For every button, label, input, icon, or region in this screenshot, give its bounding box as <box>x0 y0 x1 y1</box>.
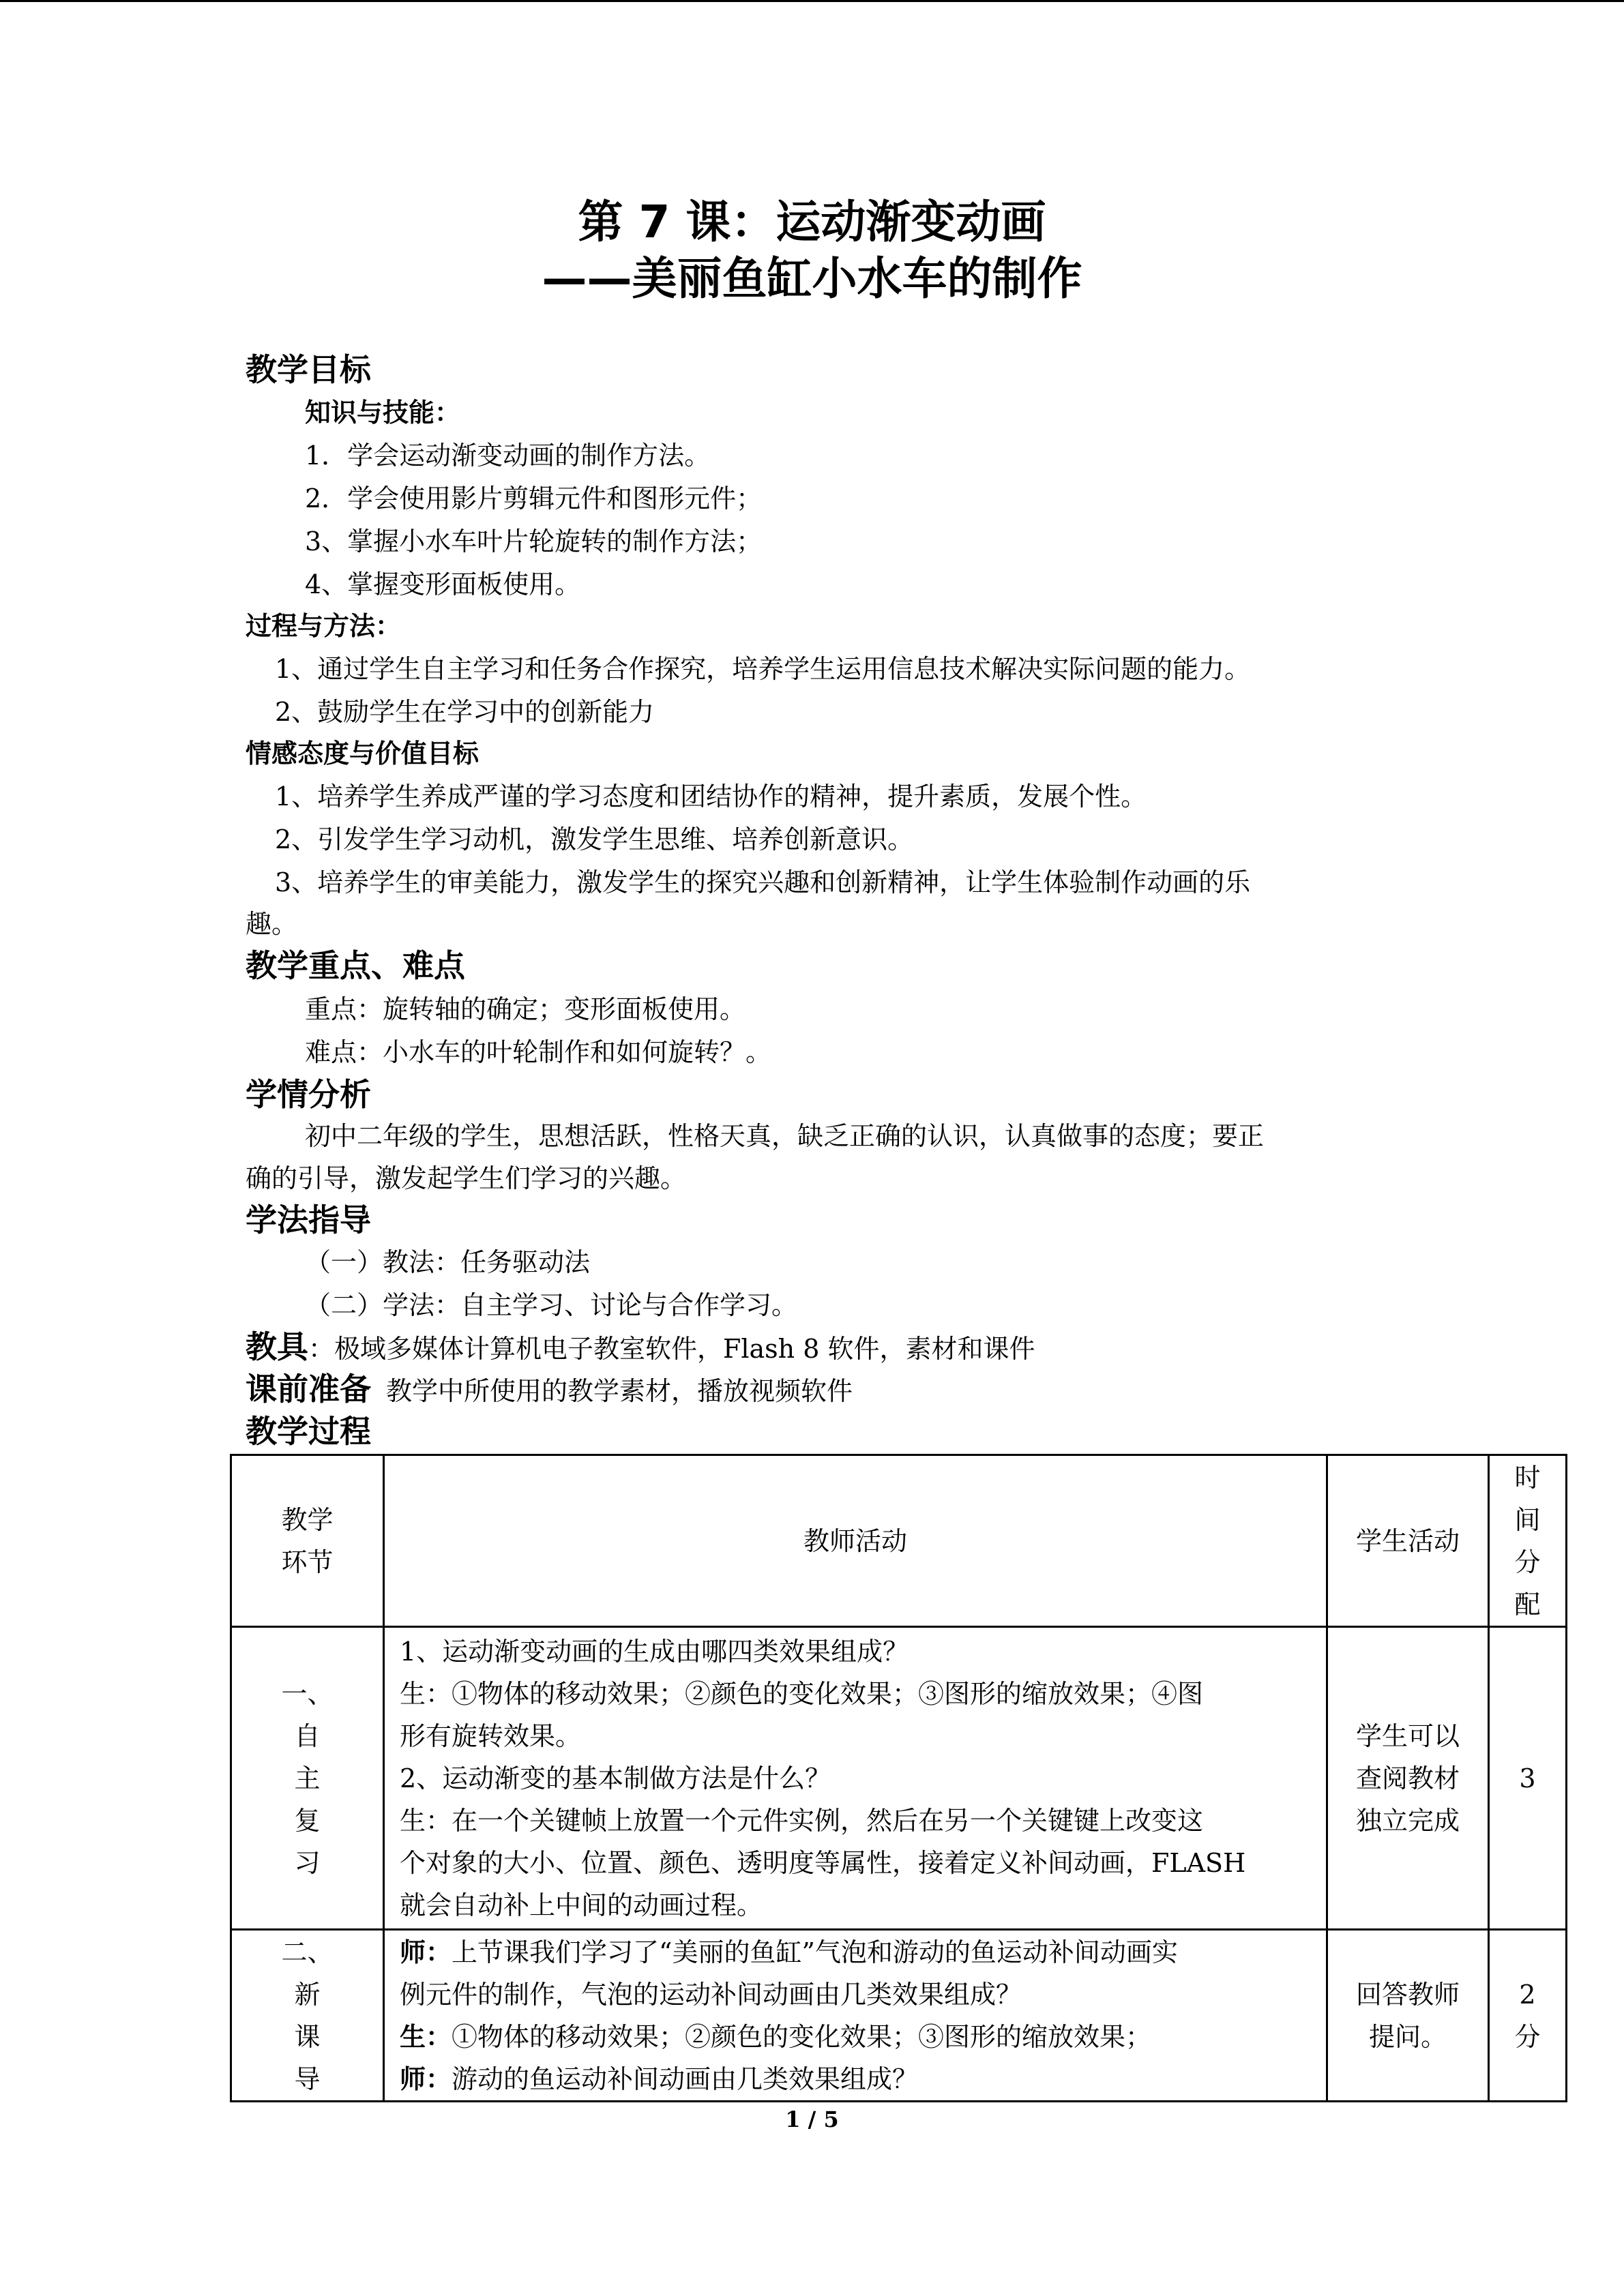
header-time-char: 配 <box>1514 1589 1541 1620</box>
stage-char: 自 <box>294 1720 321 1751</box>
tools-text: ：极域多媒体计算机电子教室软件，Flash 8 软件，素材和课件 <box>308 1334 1035 1364</box>
speaker-label: 师： <box>400 1937 452 1967</box>
table-row <box>231 1627 1567 1930</box>
knowledge-item: 1．学会运动渐变动画的制作方法。 <box>305 441 711 471</box>
process-item: 2、鼓励学生在学习中的创新能力 <box>275 697 655 727</box>
header-time-char: 间 <box>1514 1504 1541 1535</box>
student-activity-line: 独立完成 <box>1355 1805 1460 1836</box>
stage-char: 习 <box>294 1847 321 1878</box>
time-value: 3 <box>1519 1763 1536 1793</box>
time-cell <box>1489 1930 1567 2102</box>
stage-char: 课 <box>294 2021 321 2052</box>
title-line-2: ——美丽鱼缸小水车的制作 <box>542 252 1082 305</box>
dialogue-text: 上节课我们学习了“美丽的鱼缸”气泡和游动的鱼运动补间动画实 <box>452 1937 1178 1967</box>
teacher-activity-line <box>400 1931 1318 1973</box>
title-line-1: 第 7 课：运动渐变动画 <box>578 196 1046 248</box>
teacher-activity-line: 个对象的大小、位置、颜色、透明度等属性，接着定义补间动画，FLASH <box>400 1847 1246 1878</box>
dialogue-text: 例元件的制作，气泡的运动补间动画由几类效果组成？ <box>400 1979 1022 2010</box>
speaker-label: 生： <box>400 2021 452 2052</box>
header-time <box>1489 1455 1567 1627</box>
stage-char: 一、 <box>281 1678 334 1709</box>
time-value: 2 <box>1519 1979 1536 2010</box>
preparation-line <box>246 1372 853 1408</box>
header-student: 学生活动 <box>1327 1455 1489 1627</box>
student-activity-line: 学生可以 <box>1355 1720 1460 1751</box>
tools-line <box>246 1330 1035 1366</box>
tools-label: 教具 <box>246 1328 308 1365</box>
teacher-activity-cell <box>384 1627 1327 1930</box>
emotion-item: 2、引发学生学习动机，激发学生思维、培养创新意识。 <box>275 824 914 854</box>
emotion-item: 1、培养学生养成严谨的学习态度和团结协作的精神，提升素质，发展个性。 <box>275 781 1147 811</box>
objectives-heading: 教学目标 <box>246 351 371 388</box>
header-teacher: 教师活动 <box>384 1455 1327 1627</box>
stage-cell <box>231 1930 384 2102</box>
student-activity-line: 回答教师 <box>1355 1979 1460 2010</box>
teacher-activity-line <box>400 2016 1318 2058</box>
student-activity-line: 查阅教材 <box>1355 1763 1460 1793</box>
analysis-text: 初中二年级的学生，思想活跃，性格天真，缺乏正确的认识，认真做事的态度；要正 <box>305 1121 1265 1151</box>
teacher-activity-cell <box>384 1930 1327 2102</box>
header-stage-line: 教学 <box>281 1504 334 1535</box>
header-stage <box>231 1455 384 1627</box>
process-heading: 过程与方法： <box>246 611 402 641</box>
page-number: 1 / 5 <box>785 2106 839 2132</box>
process-item: 1、通过学生自主学习和任务合作探究，培养学生运用信息技术解决实际问题的能力。 <box>275 654 1251 684</box>
stage-cell <box>231 1627 384 1930</box>
knowledge-heading: 知识与技能： <box>305 398 461 428</box>
stage-char: 导 <box>294 2063 321 2094</box>
lesson-table <box>230 1454 1567 2102</box>
stage-char: 主 <box>294 1763 321 1793</box>
emotion-heading: 情感态度与价值目标 <box>246 739 479 769</box>
key-point-difficulty: 难点：小水车的叶轮制作和如何旋转？。 <box>305 1037 772 1067</box>
stage-char: 二、 <box>281 1937 334 1967</box>
knowledge-item: 4、掌握变形面板使用。 <box>305 569 581 599</box>
teacher-activity-line <box>400 2058 1318 2100</box>
student-activity-cell <box>1327 1930 1489 2102</box>
stage-char: 新 <box>294 1979 321 2010</box>
emotion-item: 3、培养学生的审美能力，激发学生的探究兴趣和创新精神，让学生体验制作动画的乐 <box>275 867 1251 897</box>
time-unit: 分 <box>1514 2021 1541 2052</box>
dialogue-text: 游动的鱼运动补间动画由几类效果组成？ <box>452 2063 919 2094</box>
dialogue-text: ①物体的移动效果；②颜色的变化效果；③图形的缩放效果； <box>452 2021 1152 2052</box>
teacher-activity-line: 生：在一个关键帧上放置一个元件实例，然后在另一个关键键上改变这 <box>400 1805 1204 1836</box>
teacher-activity-line: 2、运动渐变的基本制做方法是什么？ <box>400 1763 831 1793</box>
teaching-process-heading: 教学过程 <box>246 1413 371 1450</box>
teacher-activity-line: 形有旋转效果。 <box>400 1720 582 1751</box>
key-point-focus: 重点：旋转轴的确定；变形面板使用。 <box>305 994 746 1024</box>
knowledge-item: 3、掌握小水车叶片轮旋转的制作方法； <box>305 526 763 556</box>
teaching-method: （一）教法：任务驱动法 <box>305 1247 591 1277</box>
methods-heading: 学法指导 <box>246 1202 371 1238</box>
table-header-row <box>231 1455 1567 1627</box>
student-activity-line: 提问。 <box>1368 2021 1447 2052</box>
table-row <box>231 1930 1567 2102</box>
time-cell <box>1489 1627 1567 1930</box>
teacher-activity-line: 就会自动补上中间的动画过程。 <box>400 1890 763 1920</box>
learning-method: （二）学法：自主学习、讨论与合作学习。 <box>305 1290 798 1320</box>
analysis-text: 确的引导，激发起学生们学习的兴趣。 <box>246 1163 687 1193</box>
preparation-text: 教学中所使用的教学素材，播放视频软件 <box>386 1376 853 1406</box>
knowledge-item: 2．学会使用影片剪辑元件和图形元件； <box>305 483 763 513</box>
stage-char: 复 <box>294 1805 321 1836</box>
emotion-item: 趣。 <box>246 909 298 939</box>
header-time-char: 时 <box>1514 1462 1541 1493</box>
teacher-activity-line: 1、运动渐变动画的生成由哪四类效果组成？ <box>400 1636 909 1667</box>
speaker-label: 师： <box>400 2063 452 2094</box>
teacher-activity-line: 生：①物体的移动效果；②颜色的变化效果；③图形的缩放效果；④图 <box>400 1678 1204 1709</box>
preparation-label: 课前准备 <box>246 1371 371 1407</box>
header-time-char: 分 <box>1514 1547 1541 1577</box>
student-activity-cell <box>1327 1627 1489 1930</box>
analysis-heading: 学情分析 <box>246 1076 371 1113</box>
key-points-heading: 教学重点、难点 <box>246 947 465 984</box>
top-border-line <box>0 0 1624 2</box>
header-stage-line: 环节 <box>281 1547 334 1577</box>
teacher-activity-line <box>400 1973 1318 2016</box>
